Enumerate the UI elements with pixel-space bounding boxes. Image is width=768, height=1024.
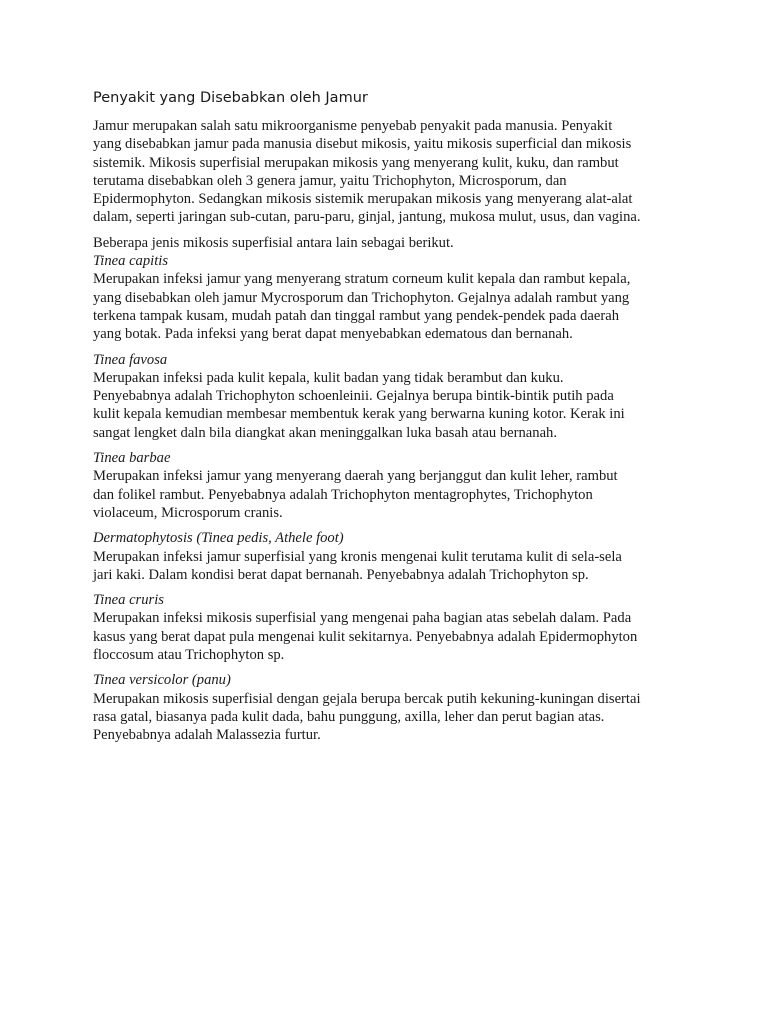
section-line: floccosum atau Trichophyton sp.	[93, 647, 285, 664]
section-tinea-cruris	[93, 591, 683, 664]
intro-paragraph	[93, 117, 683, 227]
section-heading: Tinea capitis	[93, 253, 168, 270]
section-line: Merupakan infeksi mikosis superfisial yang mengenai paha bagian atas sebelah dalam. Pada	[93, 610, 632, 627]
section-line: Merupakan infeksi pada kulit kepala, kulit badan yang tidak berambut dan kuku.	[93, 369, 564, 386]
section-tinea-versicolor	[93, 671, 683, 744]
section-line: jari kaki. Dalam kondisi berat dapat bernanah. Penyebabnya adalah Trichophyton sp.	[93, 566, 589, 583]
document-content	[93, 88, 683, 752]
section-line: kasus yang berat dapat pula mengenai kulit sekitarnya. Penyebabnya adalah Epidermophyton	[93, 628, 638, 645]
section-tinea-capitis	[93, 234, 683, 344]
section-line: Merupakan infeksi jamur yang menyerang stratum corneum kulit kepala dan rambut kepala,	[93, 271, 631, 288]
section-line: rasa gatal, biasanya pada kulit dada, bahu punggung, axilla, leher dan perut bagian atas.	[93, 708, 605, 725]
intro-line: terutama disebabkan oleh 3 genera jamur, yaitu Trichophyton, Microsporum, dan	[93, 172, 567, 189]
section-tinea-favosa	[93, 351, 683, 442]
section-dermatophytosis	[93, 529, 683, 584]
intro-line: Epidermophyton. Sedangkan mikosis sistemik merupakan mikosis yang menyerang alat-alat	[93, 191, 633, 208]
section-line: kulit kepala kemudian membesar membentuk kerak yang berwarna kuning kotor. Kerak ini	[93, 406, 625, 423]
section-line: Penyebabnya adalah Malassezia furtur.	[93, 727, 321, 744]
section-line: Merupakan infeksi jamur yang menyerang daerah yang berjanggut dan kulit leher, rambut	[93, 468, 618, 485]
section-line: sangat lengket daln bila diangkat akan meninggalkan luka basah atau bernanah.	[93, 424, 557, 441]
section-heading: Dermatophytosis (Tinea pedis, Athele foot)	[93, 530, 344, 547]
section-heading: Tinea favosa	[93, 351, 168, 368]
section-tinea-barbae	[93, 449, 683, 522]
section-line: violaceum, Microsporum cranis.	[93, 504, 283, 521]
intro-line: dalam, seperti jaringan sub-cutan, paru-paru, ginjal, jantung, mukosa mulut, usus, dan vagina.	[93, 209, 641, 226]
section-heading: Tinea versicolor (panu)	[93, 672, 231, 689]
intro-line: sistemik. Mikosis superfisial merupakan mikosis yang menyerang kulit, kuku, dan rambut	[93, 154, 619, 171]
section-heading: Tinea barbae	[93, 450, 171, 467]
page-title: Penyakit yang Disebabkan oleh Jamur	[93, 90, 368, 106]
intro-line: yang disebabkan jamur pada manusia disebut mikosis, yaitu mikosis superficial dan mikosis	[93, 136, 632, 153]
section-line: Merupakan mikosis superfisial dengan gejala berupa bercak putih kekuning-kuningan disertai	[93, 690, 641, 707]
list-lead-sentence: Beberapa jenis mikosis superfisial antara lain sebagai berikut.	[93, 234, 454, 251]
section-line: Merupakan infeksi jamur superfisial yang kronis mengenai kulit terutama kulit di sela-sela	[93, 548, 622, 565]
section-line: terkena tampak kusam, mudah patah dan tinggal rambut yang pendek-pendek pada daerah	[93, 307, 619, 324]
section-heading: Tinea cruris	[93, 592, 164, 609]
section-line: yang disebabkan oleh jamur Mycrosporum dan Trichophyton. Gejalnya adalah rambut yang	[93, 289, 630, 306]
section-line: Penyebabnya adalah Trichophyton schoenleinii. Gejalnya berupa bintik-bintik putih pada	[93, 388, 614, 405]
section-line: dan folikel rambut. Penyebabnya adalah Trichophyton mentagrophytes, Trichophyton	[93, 486, 593, 503]
intro-line: Jamur merupakan salah satu mikroorganisme penyebab penyakit pada manusia. Penyakit	[93, 118, 613, 134]
section-line: yang botak. Pada infeksi yang berat dapat menyebabkan edematous dan bernanah.	[93, 326, 573, 343]
